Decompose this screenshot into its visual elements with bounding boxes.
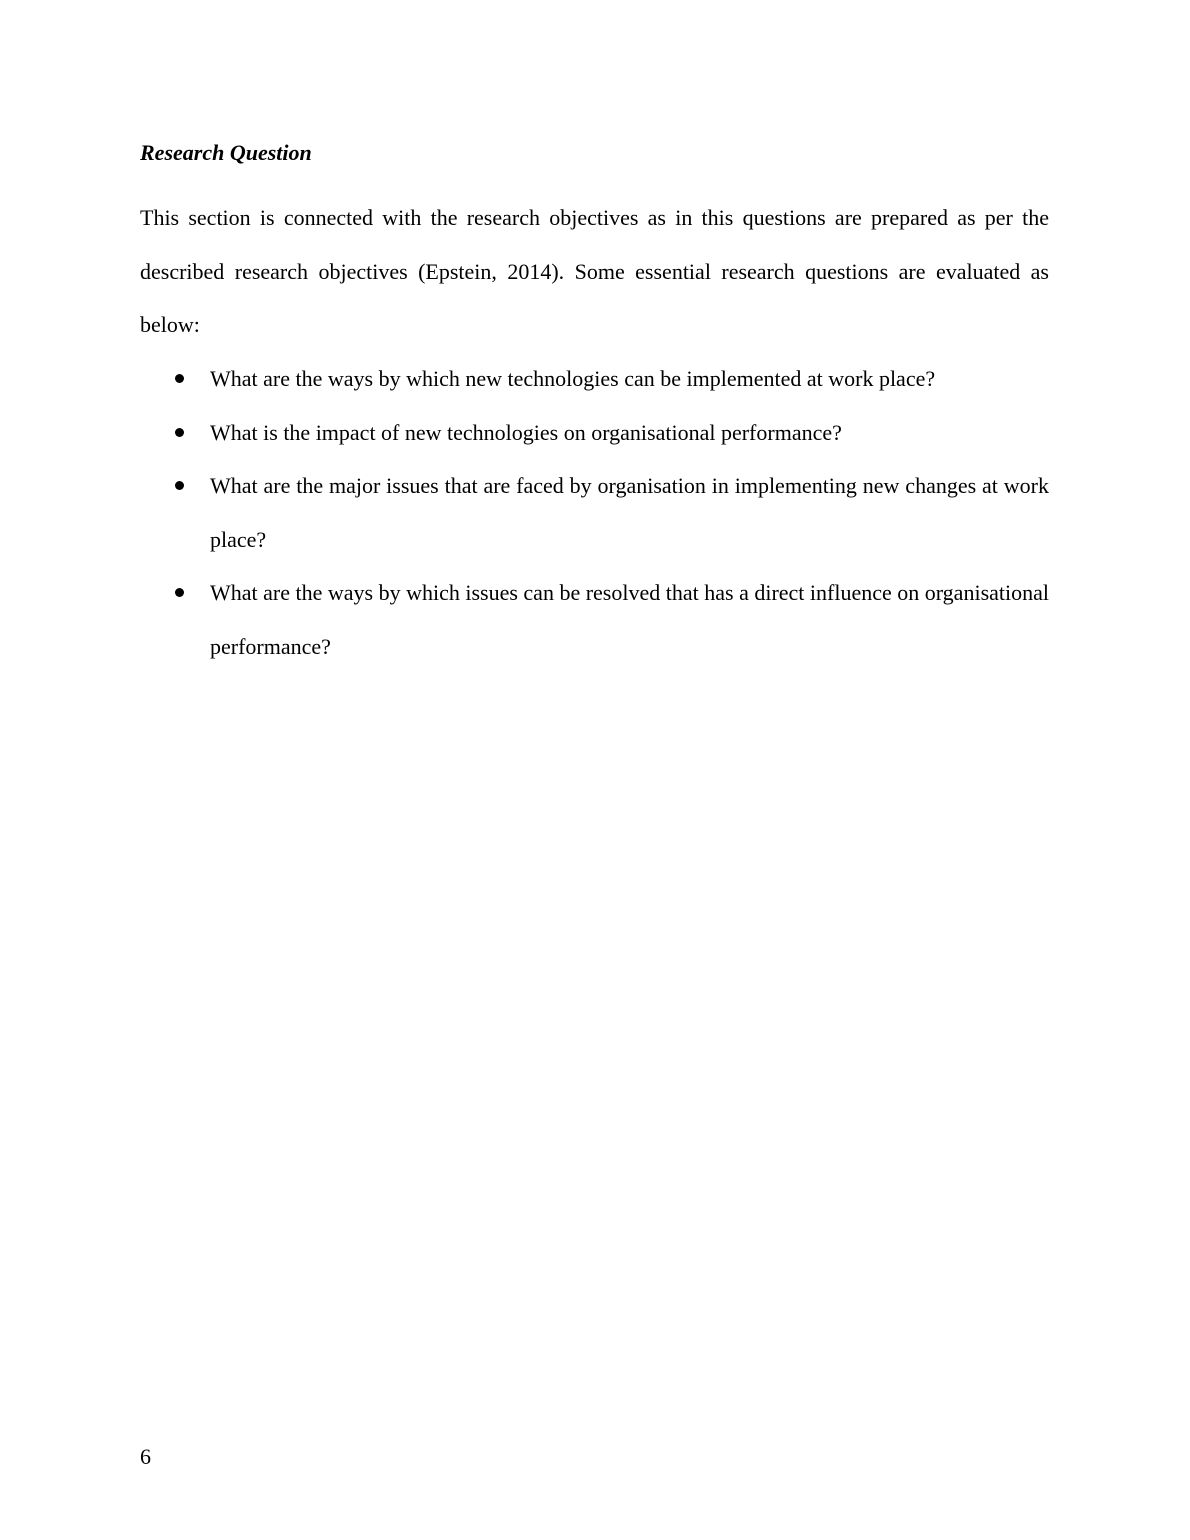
list-item (140, 566, 1049, 673)
section-heading: Research Question (140, 140, 312, 165)
intro-paragraph: This section is connected with the research objectives as in this questions are prepared as per the described research objectives (Epstein, 2014). Some essential research questions are evaluated as below: (140, 205, 1049, 337)
question-text: What is the impact of new technologies on organisational performance? (210, 419, 842, 445)
bullet-icon (175, 588, 184, 597)
list-item (140, 459, 1049, 566)
list-item (140, 352, 1049, 406)
bullet-icon (175, 428, 184, 437)
question-text: What are the major issues that are faced by organisation in implementing new changes at work place? (210, 473, 1049, 552)
page-number: 6 (140, 1444, 151, 1469)
bullet-icon (175, 481, 184, 490)
bullet-icon (175, 374, 184, 383)
question-text: What are the ways by which new technologies can be implemented at work place? (210, 366, 936, 391)
question-text: What are the ways by which issues can be resolved that has a direct influence on organisational performance? (210, 580, 1049, 659)
list-item (140, 406, 1049, 460)
research-questions-list (140, 352, 1049, 673)
